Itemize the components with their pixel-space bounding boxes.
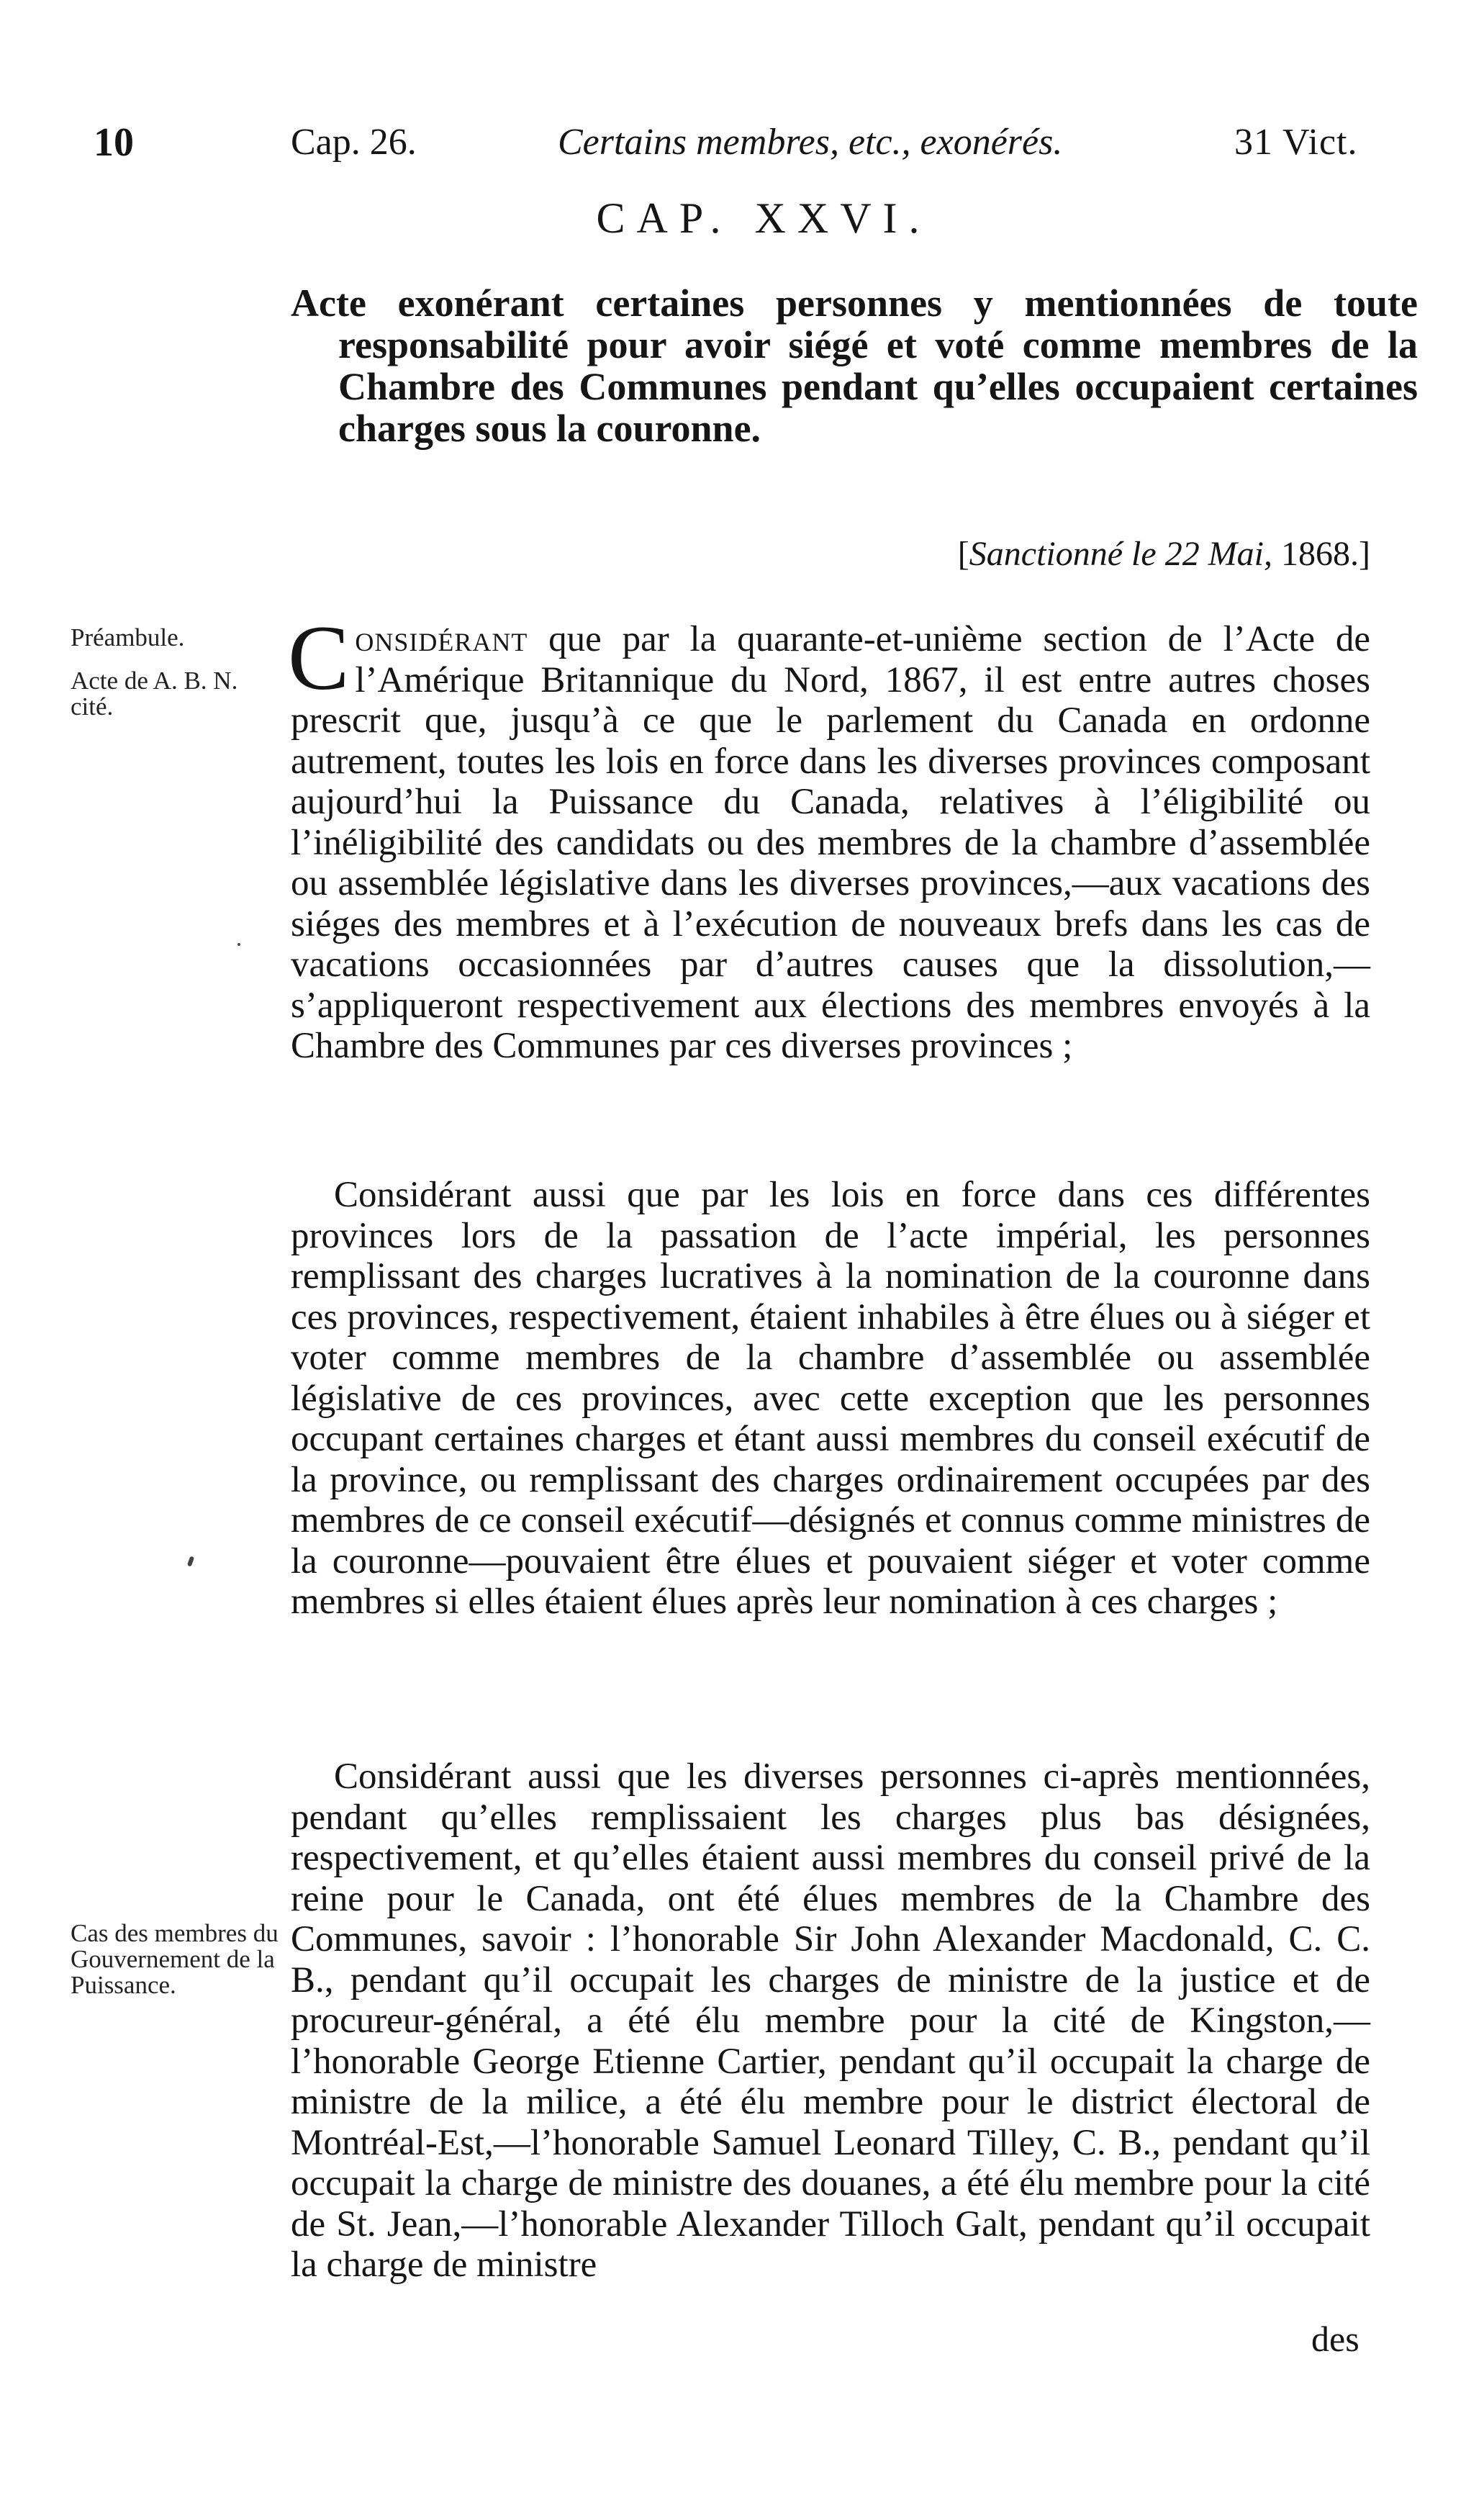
margin-note-act-cited: Acte de A. B. N. cité. bbox=[71, 667, 238, 721]
running-title: Certains membres, etc., exonérés. bbox=[558, 122, 1063, 163]
sanction-prefix: [ bbox=[957, 535, 969, 573]
paragraph-laws-in-force bbox=[291, 1175, 1370, 1623]
chapter-reference: Cap. 26. bbox=[291, 122, 417, 163]
opening-word: onsidérant bbox=[355, 619, 528, 659]
sanction-date bbox=[958, 534, 1370, 574]
catchword: des bbox=[1311, 2319, 1359, 2359]
margin-note-members: Cas des membres du Gouvernement de la Puissance. bbox=[71, 1919, 279, 1999]
margin-note-preamble: Préambule. bbox=[71, 623, 185, 651]
ink-speck bbox=[237, 943, 240, 946]
ink-speck bbox=[187, 1556, 194, 1566]
paragraph-persons-named bbox=[291, 1756, 1370, 2286]
paragraph-preamble bbox=[288, 607, 1370, 1067]
drop-cap: C bbox=[288, 607, 350, 709]
regnal-year: 31 Vict. bbox=[1234, 122, 1358, 163]
sanction-year: 1868.] bbox=[1272, 535, 1370, 573]
chapter-heading: CAP. XXVI. bbox=[596, 194, 931, 242]
paragraph-text: que par la quarante-et-unième section de l’Acte de l’Amérique Britannique du Nord, 1867, il est entre autres choses prescrit que, jusqu’à ce que le parlement du Canada en ordonne autrement, toutes les lois en force dans les diverses provinces composant aujourd’hui la Puissance du Canada, relatives à l’éligibilité ou l’inéligibilité des candidats ou des membres de la chambre d’assemblée ou assemblée législative dans les diverses provinces,—aux vacations des siéges des membres et à l’exécution de nouveaux brefs dans les cas de vacations occasionnées par d’autres causes que la dissolution,—s’appliqueront respectivement aux élections des membres envoyés à la Chambre des Communes par ces diverses provinces ; bbox=[291, 619, 1370, 1066]
sanction-italic: Sanctionné le 22 Mai, bbox=[969, 535, 1273, 573]
page-number: 10 bbox=[94, 120, 134, 165]
paragraph-text: Considérant aussi que les diverses personnes ci-après mentionnées, pendant qu’elles remplissaient les charges plus bas désignées, respectivement, et qu’elles étaient aussi membres du conseil privé de la reine pour le Canada, ont été élues membres de la Chambre des Communes, savoir : l’honorable Sir John Alexander Macdonald, C. C. B., pendant qu’il occupait les charges de ministre de la justice et de procureur-général, a été élu membre pour la cité de Kingston,—l’honorable George Etienne Cartier, pendant qu’il occupait la charge de ministre de la milice, a été élu membre pour le district électoral de Montréal-Est,—l’honorable Samuel Leonard Tilley, C. B., pendant qu’il occupait la charge de ministre des douanes, a été élu membre pour la cité de St. Jean,—l’honorable Alexander Tilloch Galt, pendant qu’il occupait la charge de ministre bbox=[291, 1756, 1370, 2285]
paragraph-text: Considérant aussi que par les lois en force dans ces différentes provinces lors de la passation de l’acte impérial, les personnes remplissant des charges lucratives à la nomination de la couronne dans ces provinces, respectivement, étaient inhabiles à être élues ou à siéger et voter comme membres de la chambre d’assemblée ou assemblée législative de ces provinces, avec cette exception que les personnes occupant certaines charges et étant aussi membres du conseil exécutif de la province, ou remplissant des charges ordinairement occupées par des membres de ce conseil exécutif—désignés et connus comme ministres de la couronne—pouvaient être élues et pouvaient siéger et voter comme membres si elles étaient élues après leur nomination à ces charges ; bbox=[291, 1175, 1370, 1622]
act-title: Acte exonérant certaines personnes y mentionnées de toute responsabilité pour avoir siégé et voté comme membres de la Chambre des Communes pendant qu’elles occupaient certaines charges sous la couronne. bbox=[291, 281, 1418, 450]
